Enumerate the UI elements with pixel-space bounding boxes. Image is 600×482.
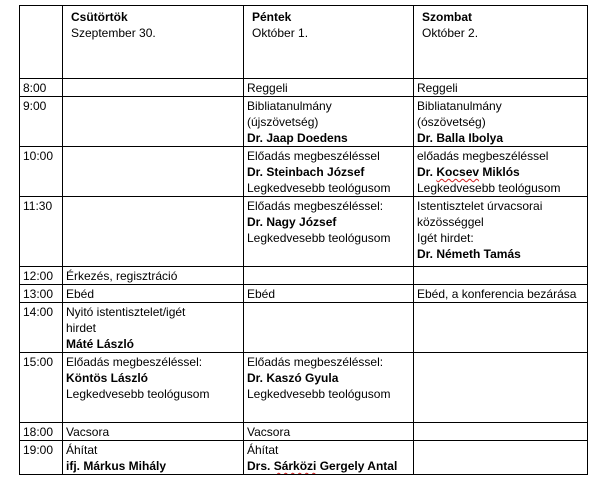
event-text: Legkedvesebb teológusom bbox=[247, 387, 391, 401]
event-text: Áhítat bbox=[247, 443, 279, 457]
event-text: hirdet bbox=[66, 321, 97, 335]
day-name: Péntek bbox=[252, 10, 292, 24]
event-text: közösséggel bbox=[417, 215, 484, 229]
schedule-row bbox=[20, 303, 588, 353]
event-cell bbox=[414, 303, 588, 353]
event-text: Ebéd bbox=[247, 287, 276, 301]
event-cell bbox=[63, 423, 244, 441]
header-day-3 bbox=[414, 6, 588, 79]
event-cell bbox=[63, 197, 244, 267]
event-text: Érkezés, regisztráció bbox=[66, 269, 178, 283]
event-cell bbox=[63, 353, 244, 423]
schedule-row bbox=[20, 97, 588, 147]
speaker-name: Dr. Kocsev Miklós bbox=[417, 165, 520, 179]
time-cell: 8:00 bbox=[20, 79, 63, 97]
event-cell bbox=[244, 79, 414, 97]
time-cell: 12:00 bbox=[20, 267, 63, 285]
event-text: Reggeli bbox=[417, 81, 458, 95]
speaker-name: Dr. Jaap Doedens bbox=[247, 131, 348, 145]
event-text: Legkedvesebb teológusom bbox=[247, 181, 391, 195]
schedule-row bbox=[20, 441, 588, 475]
event-text: Legkedvesebb teológusom bbox=[417, 181, 561, 195]
event-cell bbox=[414, 197, 588, 267]
event-text: Előadás megbeszéléssel: bbox=[247, 355, 384, 369]
event-text: Nyitó istentisztelet/igét bbox=[66, 305, 186, 319]
time-cell: 13:00 bbox=[20, 285, 63, 303]
event-cell bbox=[244, 197, 414, 267]
schedule-row bbox=[20, 285, 588, 303]
event-cell bbox=[414, 353, 588, 423]
speaker-name: Drs. Sárközi Gergely Antal bbox=[247, 459, 398, 473]
speaker-name: Máté László bbox=[66, 337, 135, 351]
schedule-row bbox=[20, 423, 588, 441]
time-cell: 18:00 bbox=[20, 423, 63, 441]
event-text: Reggeli bbox=[247, 81, 288, 95]
header-corner-cell bbox=[20, 6, 63, 79]
event-text: Ebéd bbox=[66, 287, 95, 301]
event-text: Előadás megbeszéléssel bbox=[247, 149, 380, 163]
event-cell bbox=[414, 441, 588, 475]
event-cell bbox=[63, 79, 244, 97]
event-cell bbox=[244, 97, 414, 147]
schedule-table bbox=[19, 5, 588, 475]
event-cell bbox=[63, 147, 244, 197]
time-cell: 9:00 bbox=[20, 97, 63, 147]
time-cell: 11:30 bbox=[20, 197, 63, 267]
day-date: Szeptember 30. bbox=[71, 26, 156, 40]
event-cell bbox=[414, 285, 588, 303]
time-cell: 19:00 bbox=[20, 441, 63, 475]
event-text: Áhítat bbox=[66, 443, 98, 457]
event-cell bbox=[414, 267, 588, 285]
event-cell bbox=[244, 267, 414, 285]
event-cell bbox=[63, 285, 244, 303]
event-cell bbox=[63, 97, 244, 147]
event-text: Előadás megbeszéléssel: bbox=[66, 355, 203, 369]
event-cell bbox=[63, 441, 244, 475]
event-cell bbox=[244, 303, 414, 353]
day-name: Csütörtök bbox=[71, 10, 128, 24]
event-cell bbox=[244, 353, 414, 423]
day-date: Október 1. bbox=[252, 26, 309, 40]
schedule-row bbox=[20, 147, 588, 197]
event-cell bbox=[63, 303, 244, 353]
speaker-name: Dr. Nagy József bbox=[247, 215, 337, 229]
event-text: Bibliatanulmány bbox=[247, 99, 332, 113]
time-cell: 15:00 bbox=[20, 353, 63, 423]
event-text: Legkedvesebb teológusom bbox=[66, 387, 210, 401]
speaker-name: Köntös László bbox=[66, 371, 149, 385]
speaker-name: Dr. Steinbach József bbox=[247, 165, 365, 179]
event-text: Bibliatanulmány bbox=[417, 99, 502, 113]
event-text: Ebéd, a konferencia bezárása bbox=[417, 287, 577, 301]
event-text: előadás megbeszéléssel bbox=[417, 149, 549, 163]
event-text: Legkedvesebb teológusom bbox=[247, 231, 391, 245]
schedule-body bbox=[20, 6, 588, 475]
event-cell bbox=[244, 147, 414, 197]
schedule-row bbox=[20, 353, 588, 423]
event-cell bbox=[244, 423, 414, 441]
time-cell: 14:00 bbox=[20, 303, 63, 353]
time-cell: 10:00 bbox=[20, 147, 63, 197]
header-day-2 bbox=[244, 6, 414, 79]
schedule-row bbox=[20, 79, 588, 97]
speaker-name: Dr. Németh Tamás bbox=[417, 247, 521, 261]
event-text: Vacsora bbox=[247, 425, 291, 439]
day-name: Szombat bbox=[422, 10, 473, 24]
event-cell bbox=[414, 79, 588, 97]
event-cell bbox=[414, 423, 588, 441]
header-row bbox=[20, 6, 588, 79]
header-day-1 bbox=[63, 6, 244, 79]
schedule-row bbox=[20, 197, 588, 267]
event-cell bbox=[244, 441, 414, 475]
event-cell bbox=[414, 147, 588, 197]
event-cell bbox=[63, 267, 244, 285]
schedule-row bbox=[20, 267, 588, 285]
event-text: (újszövetség) bbox=[247, 115, 319, 129]
event-text: (ószövetség) bbox=[417, 115, 486, 129]
event-cell bbox=[244, 285, 414, 303]
speaker-name: Dr. Balla Ibolya bbox=[417, 131, 504, 145]
speaker-name: ifj. Márkus Mihály bbox=[66, 459, 167, 473]
speaker-name: Dr. Kaszó Gyula bbox=[247, 371, 339, 385]
day-date: Október 2. bbox=[422, 26, 479, 40]
event-text: Istentisztelet úrvacsorai bbox=[417, 199, 543, 213]
event-text: Vacsora bbox=[66, 425, 110, 439]
event-cell bbox=[414, 97, 588, 147]
event-text: Igét hirdet: bbox=[417, 231, 474, 245]
event-text: Előadás megbeszéléssel: bbox=[247, 199, 384, 213]
